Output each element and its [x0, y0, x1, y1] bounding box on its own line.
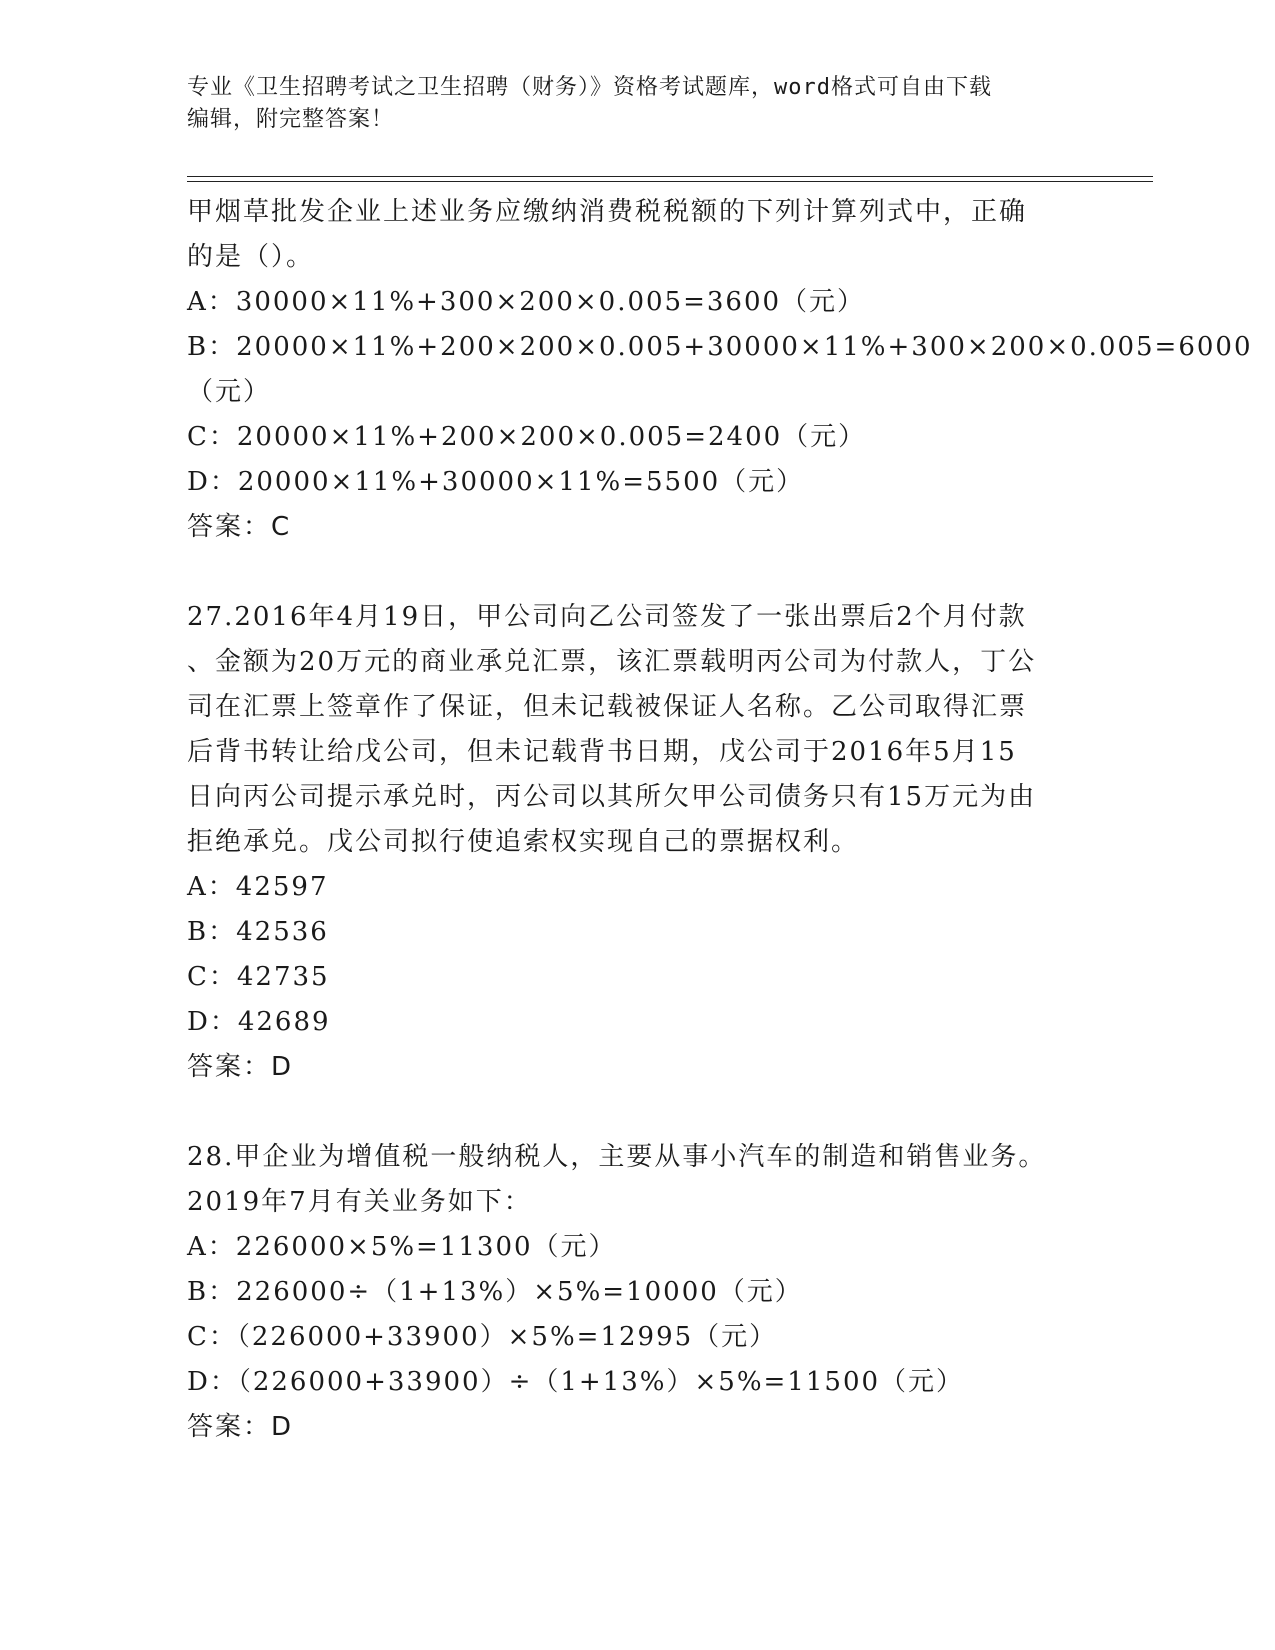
question-stem-line: 的是（）。: [187, 242, 315, 272]
option-c: C：42735: [187, 962, 330, 992]
question-stem-line: 后背书转让给戊公司，但未记载背书日期，戊公司于2016年5月15: [187, 737, 1017, 767]
option-a: A：30000×11%+300×200×0.005=3600（元）: [187, 287, 866, 317]
question-stem-line: 日向丙公司提示承兑时，丙公司以其所欠甲公司债务只有15万元为由: [187, 782, 1037, 812]
spacer: [187, 550, 1087, 595]
option-a: A：42597: [187, 872, 329, 902]
spacer: [187, 1090, 1087, 1135]
document-header: [187, 72, 1087, 136]
question-stem-line: 拒绝承兑。戊公司拟行使追索权实现自己的票据权利。: [187, 827, 860, 857]
document-body: [187, 190, 1253, 1450]
question-stem-line: 司在汇票上签章作了保证，但未记载被保证人名称。乙公司取得汇票: [187, 692, 1028, 722]
header-line-1: 专业《卫生招聘考试之卫生招聘（财务）》资格考试题库，word格式可自由下载: [187, 75, 992, 100]
question-stem-line: 甲烟草批发企业上述业务应缴纳消费税税额的下列计算列式中，正确: [187, 197, 1028, 227]
option-b: B：226000÷（1+13%）×5%=10000（元）: [187, 1277, 803, 1307]
header-divider-top: [187, 176, 1153, 177]
question-stem-line: 2019年7月有关业务如下：: [187, 1187, 532, 1217]
option-a: A：226000×5%=11300（元）: [187, 1232, 617, 1262]
option-b: B：42536: [187, 917, 329, 947]
header-line-2: 编辑，附完整答案！: [187, 107, 395, 132]
option-d: D：42689: [187, 1007, 331, 1037]
question-stem-line: 27.2016年4月19日，甲公司向乙公司签发了一张出票后2个月付款: [187, 602, 1027, 632]
option-d: D：（226000+33900）÷（1+13%）×5%=11500（元）: [187, 1367, 965, 1397]
option-b-continued: （元）: [187, 377, 272, 407]
option-b: B：20000×11%+200×200×0.005+30000×11%+300×200×0.005=6000: [187, 332, 1253, 362]
option-c: C：（226000+33900）×5%=12995（元）: [187, 1322, 778, 1352]
answer-label: 答案：C: [187, 512, 292, 542]
question-26: [187, 190, 1253, 550]
question-stem-line: 、金额为20万元的商业承兑汇票，该汇票载明丙公司为付款人，丁公: [187, 647, 1037, 677]
question-27: [187, 595, 1087, 1090]
answer-label: 答案：D: [187, 1052, 294, 1082]
option-c: C：20000×11%+200×200×0.005=2400（元）: [187, 422, 867, 452]
question-28: [187, 1135, 1087, 1450]
question-stem-line: 28.甲企业为增值税一般纳税人，主要从事小汽车的制造和销售业务。: [187, 1142, 1047, 1172]
answer-label: 答案：D: [187, 1412, 294, 1442]
option-d: D：20000×11%+30000×11%=5500（元）: [187, 467, 805, 497]
header-divider-bottom: [187, 181, 1153, 182]
